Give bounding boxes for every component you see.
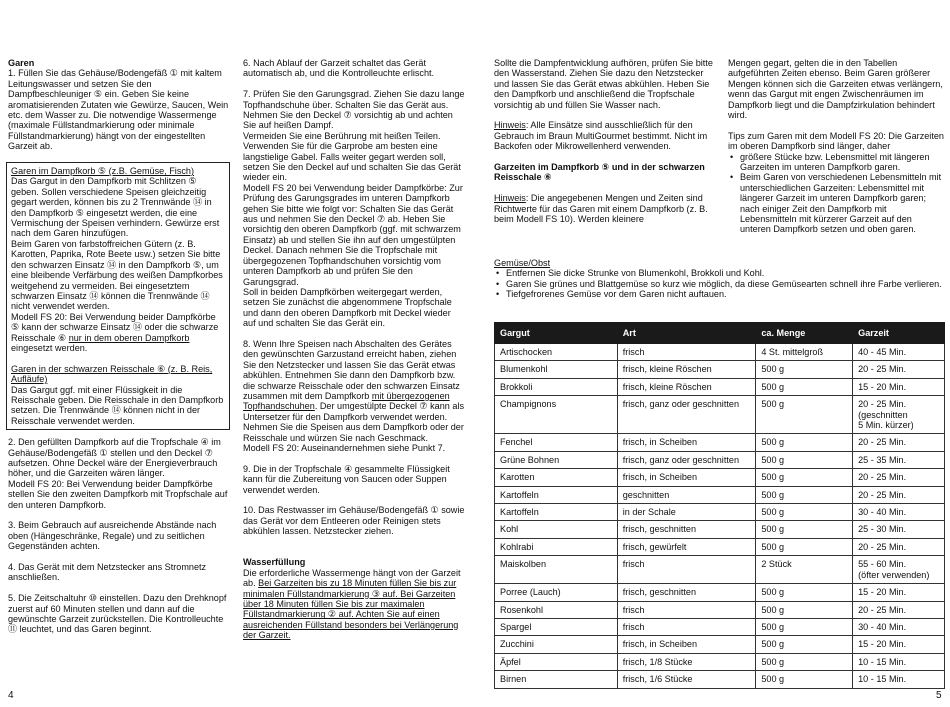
cell-garzeit: 20 - 25 Min. (geschnitten 5 Min. kürzer) [853,396,945,434]
step-7d: Soll in beiden Dampfkörben weitergegart werden, setzen Sie zunächst die abgenommene Tropfschale und dann den oberen Dampfkorb mit Deckel wieder auf und schalten Sie das Gerät ein. [243,286,452,329]
header-garzeit: Garzeit [853,323,945,344]
cell-menge: 4 St. mittelgroß [756,344,853,361]
cell-garzeit: 30 - 40 Min. [853,618,945,635]
table-row [495,584,945,601]
cell-gargut: Karotten [495,469,618,486]
table-row [495,504,945,521]
step-7c: Modell FS 20 bei Verwendung beider Dampfkörbe: Zur Prüfung des Garungsgrades im unteren Dampfkorb gehen Sie bitte wie folgt vor: Schalten Sie das Gerät aus und nehmen Sie den Deckel ⑦ ab. Heben Sie vorsichtig den oberen Dampfkorb (ggf. mit schwarzem Einsatz) ab und stellen Sie ihn auf den umgestülpten Deckel. Danach nehmen Sie die Tropfschale mit übergegozenen Topfhandschuhen vorsichtig vom unteren Dampfkorb ab und prüfen Sie den Garungsgrad. [243,182,463,287]
step-3: 3. Beim Gebrauch auf ausreichende Abstände nach oben (Hängeschränke, Regale) und zu seitlichen Gegenständen achten. [8,520,217,552]
wasserfuellung-text-u: Bei Garzeiten bis zu 18 Minuten füllen Sie bis zur minimalen Füllstandmarkierung ③ auf. Bei Garzeiten über 18 Minuten füllen Sie bis zur maximalen Füllstandmarkierung ② auf. Achten Sie auf einen ausreichenden Füllstand besonders bei Verlängerung der Garzeit. [243,578,459,641]
cell-menge: 500 g [756,378,853,395]
cell-gargut: Kohl [495,521,618,538]
cell-art: frisch [617,344,756,361]
cell-menge: 500 g [756,521,853,538]
cell-menge: 500 g [756,538,853,555]
hinweis-text-1: : Alle Einsätze sind ausschließlich für den Gebrauch im Braun MultiGourmet bestimmt. Nicht im Backofen oder Mikrowellenherd verwenden. [494,120,708,152]
cell-art: frisch, in Scheiben [617,469,756,486]
step-5: 5. Die Zeitschaltuhr ⑩ einstellen. Dazu den Drehknopf zuerst auf 60 Minuten stellen und dann auf die gewünschte Garzeit zurückstellen. Die Kontrolleuchte ⑪ leuchtet, und das Garen beginnt. [8,593,227,635]
gemuese-item: • Entfernen Sie dicke Strunke von Blumenkohl, Brokkoli und Kohl. [494,268,946,278]
table-row [495,486,945,503]
cell-garzeit: 15 - 20 Min. [853,636,945,653]
table-header-row [495,323,945,344]
cell-menge: 500 g [756,584,853,601]
wasserfuellung-text [243,568,465,641]
cell-gargut: Kartoffeln [495,504,618,521]
cell-art: frisch, 1/8 Stücke [617,653,756,670]
table-row [495,521,945,538]
tips-fs20: Tips zum Garen mit dem Modell FS 20: Die Garzeiten im oberen Dampfkorb sind länger, daher [728,130,944,152]
table-row [495,556,945,584]
cell-art: in der Schale [617,504,756,521]
cell-garzeit: 55 - 60 Min. (öfter verwenden) [853,556,945,584]
cell-menge: 500 g [756,486,853,503]
box-text-3u: nur in dem oberen Dampfkorb [68,332,190,343]
hinweis-2 [494,193,714,224]
step-8c: Modell FS 20: Auseinandernehmen siehe Punkt 7. [243,443,446,453]
cell-art: frisch [617,556,756,584]
step-1: 1. Füllen Sie das Gehäuse/Bodengefäß ① mit kaltem Leitungswasser und setzen Sie den Dampfbeschleuniger ⑤ ein. Geben Sie keine aromatisierenden Zutaten wie Gewürze, Saucen, Wein etc. dem Wasser zu. Die notwendige Wassermenge (maximale Füllstandmarkierung oder minimale Füllstandmarkierung) hängt von der eingestellten Garzeit ab. [8,68,229,152]
cell-art: frisch, ganz oder geschnitten [617,396,756,434]
gemuese-section [494,258,946,300]
cell-menge: 500 g [756,601,853,618]
cell-gargut: Zucchini [495,636,618,653]
step-7: 7. Prüfen Sie den Garungsgrad. Ziehen Sie dazu lange Topfhandschuhe über. Schalten Sie das Gerät aus. Nehmen Sie den Deckel ⑦ vorsichtig ab und achten Sie auf heißen Dampf. [243,89,465,131]
step-2: 2. Den gefüllten Dampfkorb auf die Tropfschale ④ im Gehäuse/Bodengefäß ① stellen und den Deckel ⑦ aufsetzen. Ohne Deckel wäre der Energieverbrauch höher, und die Garzeiten wären länger. [8,437,221,479]
step-4: 4. Das Gerät mit dem Netzstecker ans Stromnetz anschließen. [8,562,207,583]
cell-garzeit: 20 - 25 Min. [853,601,945,618]
step-7b: Vermeiden Sie eine Berührung mit heißen Teilen. Verwenden Sie für die Garprobe am besten eine langstielige Gabel. Falls weiter gegart werden soll, setzen Sie den Deckel auf und schalten Sie das Gerät wieder ein. [243,130,461,183]
cell-art: frisch, geschnitten [617,584,756,601]
cell-garzeit: 20 - 25 Min. [853,469,945,486]
page-number-right: 5 [936,690,942,701]
cell-gargut: Grüne Bohnen [495,451,618,468]
cell-gargut: Maiskolben [495,556,618,584]
section-heading-gemuese: Gemüse/Obst [494,258,551,268]
garzeiten-table [494,322,945,689]
header-menge: ca. Menge [756,323,853,344]
gemuese-list [494,268,946,299]
step-10: 10. Das Restwasser im Gehäuse/Bodengefäß ① sowie das Gerät vor dem Entleeren oder Reinigen stets abkühlen lassen. Netzstecker ziehen. [243,505,465,537]
cell-garzeit: 25 - 35 Min. [853,451,945,468]
cell-garzeit: 15 - 20 Min. [853,584,945,601]
step-9: 9. Die in der Tropfschale ④ gesammelte Flüssigkeit kann für die Zubereitung von Saucen oder Suppen verwendet werden. [243,463,450,495]
cell-menge: 2 Stück [756,556,853,584]
header-gargut: Gargut [495,323,618,344]
column-4 [728,58,945,235]
cell-gargut: Fenchel [495,434,618,451]
box-text-3b: eingesetzt werden. [11,342,88,353]
cell-menge: 500 g [756,653,853,670]
cell-art: frisch, kleine Röschen [617,378,756,395]
table-row [495,396,945,434]
tips-item: • größere Stücke bzw. Lebensmittel mit längeren Garzeiten im unteren Dampfkorb garen. [728,152,945,173]
cell-gargut: Spargel [495,618,618,635]
cell-garzeit: 15 - 20 Min. [853,378,945,395]
column-3 [494,58,714,224]
tips-item: • Beim Garen von verschiedenen Lebensmitteln mit unterschiedlichen Garzeiten: Lebensmittel mit längerer Garzeit im unteren Dampfkorb garen; nach einiger Zeit den Dampfkorb mit Lebensmitteln mit kürzerer Garzeit auf den unteren Dampfkorb setzen und oben garen. [728,172,945,234]
cell-menge: 500 g [756,636,853,653]
box-text-2: Beim Garen von farbstoffreichen Gütern (z. B. Karotten, Paprika, Rote Beete usw.) setzen Sie bitte den schwarzen Einsatz ⑭ in den Dampfkorb ⑤, um eine bleibende Verfärbung des weißen Dampfkorbes weitgehend zu vermeiden. Bei eingesetztem schwarzen Einsatz ⑭ können die Trennwände ⑭ nicht verwendet werden. [11,238,223,312]
cell-garzeit: 20 - 25 Min. [853,486,945,503]
cell-gargut: Rosenkohl [495,601,618,618]
hinweis-1 [494,120,714,151]
box-heading-dampfkorb: Garen im Dampfkorb ⑤ (z.B. Gemüse, Fisch) [11,166,194,177]
table-row [495,653,945,670]
cell-gargut: Äpfel [495,653,618,670]
cell-art: frisch, geschnitten [617,521,756,538]
cell-art: frisch, in Scheiben [617,434,756,451]
step-8b: . Der umgestülpte Deckel ⑦ kann als Untersetzer für den Dampfkorb verwendet werden. Nehmen Sie die Speisen aus dem Dampfkorb oder der Reisschale und würzen Sie nach Geschmack. [243,401,464,443]
step-6: 6. Nach Ablauf der Garzeit schaltet das Gerät automatisch ab, und die Kontrolleuchte erlischt. [243,58,435,79]
step-8a: 8. Wenn Ihre Speisen nach Abschalten des Gerätes den gewünschten Garzustand erreicht haben, ziehen Sie den Netzstecker und lassen Sie das Gerät etwas abkühlen. Entnehmen Sie dann den Dampfkorb bzw. die schwarze Reisschale oder den schwarzen Einsatz zusammen mit dem Dampfkorb [243,338,460,401]
cell-gargut: Birnen [495,671,618,688]
box-text-1: Das Gargut in den Dampfkorb mit Schlitzen ⑤ geben. Sollen verschiedene Speisen gleichzeitig gegart werden, können bis zu 2 Trennwände ⑭ in den Dampfkorb ⑤ eingesetzt werden, die eine Vermischung der Speisen verhindern. Gewürze erst nach dem Garen hinzufügen. [11,176,220,239]
box-text-3a: Modell FS 20: Bei Verwendung beider Dampfkörbe ⑤ kann der schwarze Einsatz ⑭ oder die schwarze Reisschale ⑥ [11,311,219,343]
cell-art: frisch, kleine Röschen [617,361,756,378]
cell-garzeit: 40 - 45 Min. [853,344,945,361]
cell-gargut: Champignons [495,396,618,434]
hinweis-label-2: Hinweis [494,193,526,204]
column-1 [8,58,230,645]
cell-menge: 500 g [756,396,853,434]
cell-menge: 500 g [756,618,853,635]
cell-art: frisch, ganz oder geschnitten [617,451,756,468]
cell-art: frisch [617,618,756,635]
tips-list [728,152,945,235]
box-heading-reisschale: Garen in der schwarzen Reisschale ⑥ (z. B. Reis, Aufläufe) [11,363,213,385]
section-heading-garzeiten: Garzeiten im Dampfkorb ⑤ und in der schwarzen Reisschale ⑥ [494,162,705,183]
column-2 [243,58,465,641]
table-row [495,361,945,378]
cell-gargut: Artischocken [495,344,618,361]
cell-garzeit: 30 - 40 Min. [853,504,945,521]
mengen-text: Mengen gegart, gelten die in den Tabellen aufgeführten Zeiten ebenso. Beim Garen größerer Mengen können sich die Garzeiten etwas verlängern, wenn das Gargut mit engen Zwischenräumen im Dampfkorb liegt und die Dampfzirkulation behindert wird. [728,58,943,121]
table-row [495,601,945,618]
page-number-left: 4 [8,690,14,701]
table-row [495,538,945,555]
gemuese-item: • Tiefgefrorenes Gemüse vor dem Garen nicht auftauen. [494,289,946,299]
cell-garzeit: 20 - 25 Min. [853,361,945,378]
cell-menge: 500 g [756,361,853,378]
cell-menge: 500 g [756,451,853,468]
cell-gargut: Kohlrabi [495,538,618,555]
step-2b: Modell FS 20: Bei Verwendung beider Dampfkörbe stellen Sie den zweiten Dampfkorb mit Tropfschale auf den unteren Dampfkorb. [8,478,228,510]
cell-menge: 500 g [756,671,853,688]
section-heading-garen: Garen [8,58,35,68]
cell-art: frisch [617,601,756,618]
section-heading-wasserfuellung: Wasserfüllung [243,557,306,568]
hinweis-text-2: : Die angegebenen Mengen und Zeiten sind Richtwerte für das Garen mit einem Dampfkorb (z. B. beim Modell FS 10). Werden kleinere [494,193,708,225]
table-row [495,344,945,361]
box-text-4: Das Gargut ggf. mit einer Flüssigkeit in die Reisschale geben. Die Reisschale in den Dampfkorb setzen. Die Trennwände ⑭ können nicht in der Reisschale verwendet werden. [11,384,224,426]
info-box [6,162,230,430]
cell-garzeit: 20 - 25 Min. [853,434,945,451]
wasserfuellung-text-a: Die erforderliche Wassermenge hängt von der Garzeit ab. [243,567,461,589]
header-art: Art [617,323,756,344]
cell-menge: 500 g [756,434,853,451]
step-8u: mit übergezogenen Topfhandschuhen [243,390,450,412]
cell-art: frisch, 1/6 Stücke [617,671,756,688]
cell-gargut: Porree (Lauch) [495,584,618,601]
box-text-3 [11,312,225,354]
cell-art: frisch, in Scheiben [617,636,756,653]
table-row [495,434,945,451]
cell-art: geschnitten [617,486,756,503]
cell-art: frisch, gewürfelt [617,538,756,555]
cell-garzeit: 10 - 15 Min. [853,671,945,688]
hinweis-label-1: Hinweis [494,120,526,131]
table-row [495,618,945,635]
cell-menge: 500 g [756,504,853,521]
wasserstand-text: Sollte die Dampfentwicklung aufhören, prüfen Sie bitte den Wasserstand. Ziehen Sie dazu den Netzstecker und lassen Sie das Gerät etwas abkühlen. Heben Sie den Dampfkorb und anschließend die Tropfschale vorsichtig ab und füllen Sie Wasser nach. [494,58,713,110]
table-row [495,378,945,395]
cell-gargut: Blumenkohl [495,361,618,378]
table-row [495,469,945,486]
cell-menge: 500 g [756,469,853,486]
gemuese-item: • Garen Sie grünes und Blattgemüse so kurz wie möglich, da diese Gemüsearten schnell ihre Farbe verlieren. [494,279,946,289]
cell-garzeit: 20 - 25 Min. [853,538,945,555]
cell-garzeit: 25 - 30 Min. [853,521,945,538]
table-row [495,451,945,468]
cell-gargut: Kartoffeln [495,486,618,503]
cell-gargut: Brokkoli [495,378,618,395]
step-8 [243,339,465,443]
table-row [495,636,945,653]
cell-garzeit: 10 - 15 Min. [853,653,945,670]
table-row [495,671,945,688]
